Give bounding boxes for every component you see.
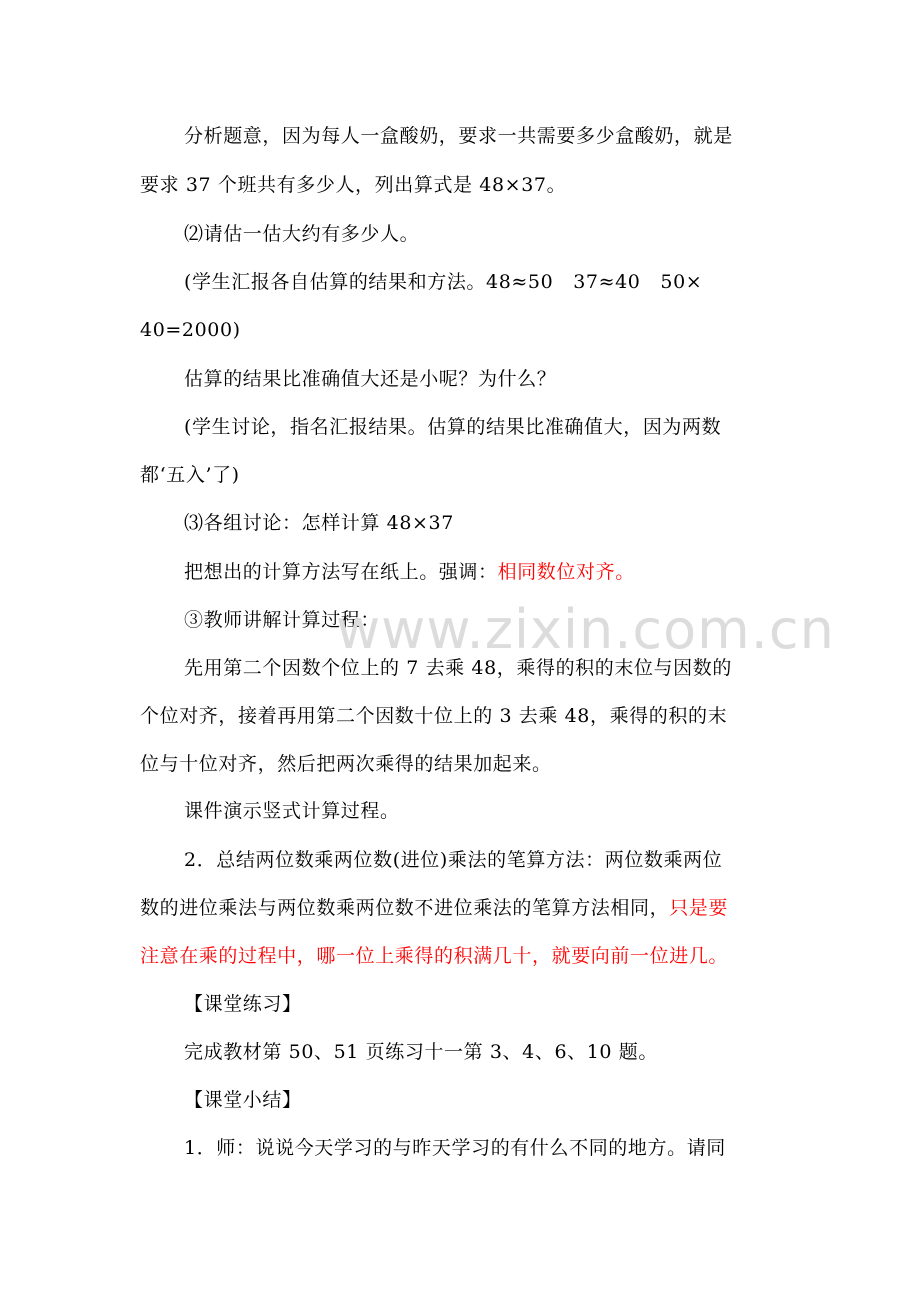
line-text: ⑶各组讨论：怎样计算 48×37	[184, 512, 454, 534]
line-text: 把想出的计算方法写在纸上。强调：	[184, 561, 498, 583]
paragraph-line	[184, 558, 920, 586]
paragraph-line	[184, 509, 920, 537]
line-text: (学生汇报各自估算的结果和方法。48≈50 37≈40 50×	[184, 271, 703, 293]
line-text: 【课堂练习】	[184, 993, 302, 1015]
paragraph-line	[184, 122, 920, 150]
section-heading	[184, 1086, 920, 1114]
emphasis-text: 相同数位对齐。	[497, 561, 635, 583]
line-text: 2．总结两位数乘两位数(进位)乘法的笔算方法：两位数乘两位	[184, 849, 723, 871]
paragraph-line	[140, 894, 920, 922]
line-text: 数的进位乘法与两位数乘两位数不进位乘法的笔算方法相同，	[140, 897, 670, 919]
section-heading	[184, 990, 920, 1018]
paragraph-line	[184, 1038, 920, 1066]
line-text: 分析题意，因为每人一盒酸奶，要求一共需要多少盒酸奶，就是	[184, 125, 733, 147]
line-text: 个位对齐，接着再用第二个因数十位上的 3 去乘 48，乘得的积的末	[140, 705, 728, 727]
paragraph-line	[184, 654, 920, 682]
line-text: 课件演示竖式计算过程。	[184, 800, 400, 822]
emphasis-text: 只是要	[669, 897, 729, 919]
line-text: 【课堂小结】	[184, 1089, 302, 1111]
paragraph-line	[140, 171, 920, 199]
paragraph-line	[140, 702, 920, 730]
line-text: 1．师：说说今天学习的与昨天学习的有什么不同的地方。请同	[184, 1137, 726, 1159]
line-text: 40=2000)	[140, 319, 241, 341]
line-text: 位与十位对齐，然后把两次乘得的结果加起来。	[140, 753, 552, 775]
line-text: 估算的结果比准确值大还是小呢？为什么？	[184, 368, 557, 390]
paragraph-line	[184, 413, 920, 441]
paragraph-line	[184, 797, 920, 825]
line-text: 完成教材第 50、51 页练习十一第 3、4、6、10 题。	[184, 1041, 658, 1063]
line-text: 要求 37 个班共有多少人，列出算式是 48×37。	[140, 174, 567, 196]
paragraph-line	[184, 268, 920, 296]
paragraph-line	[140, 750, 920, 778]
paragraph-line	[184, 1134, 920, 1162]
paragraph-line	[184, 220, 920, 248]
paragraph-line	[140, 461, 920, 489]
emphasis-text: 注意在乘的过程中，哪一位上乘得的积满几十，就要向前一位进几。	[140, 945, 729, 967]
line-text: ③教师讲解计算过程：	[184, 609, 381, 631]
line-text: 都‘五入’了)	[140, 464, 240, 486]
paragraph-line	[140, 316, 920, 344]
paragraph-line	[184, 365, 920, 393]
line-text: (学生讨论，指名汇报结果。估算的结果比准确值大，因为两数	[184, 416, 722, 438]
paragraph-line	[184, 846, 920, 874]
line-text: 先用第二个因数个位上的 7 去乘 48，乘得的积的末位与因数的	[184, 657, 732, 679]
line-text: ⑵请估一估大约有多少人。	[184, 223, 420, 245]
paragraph-line	[140, 942, 920, 970]
watermark: www.zixin.com.cn	[336, 598, 835, 661]
